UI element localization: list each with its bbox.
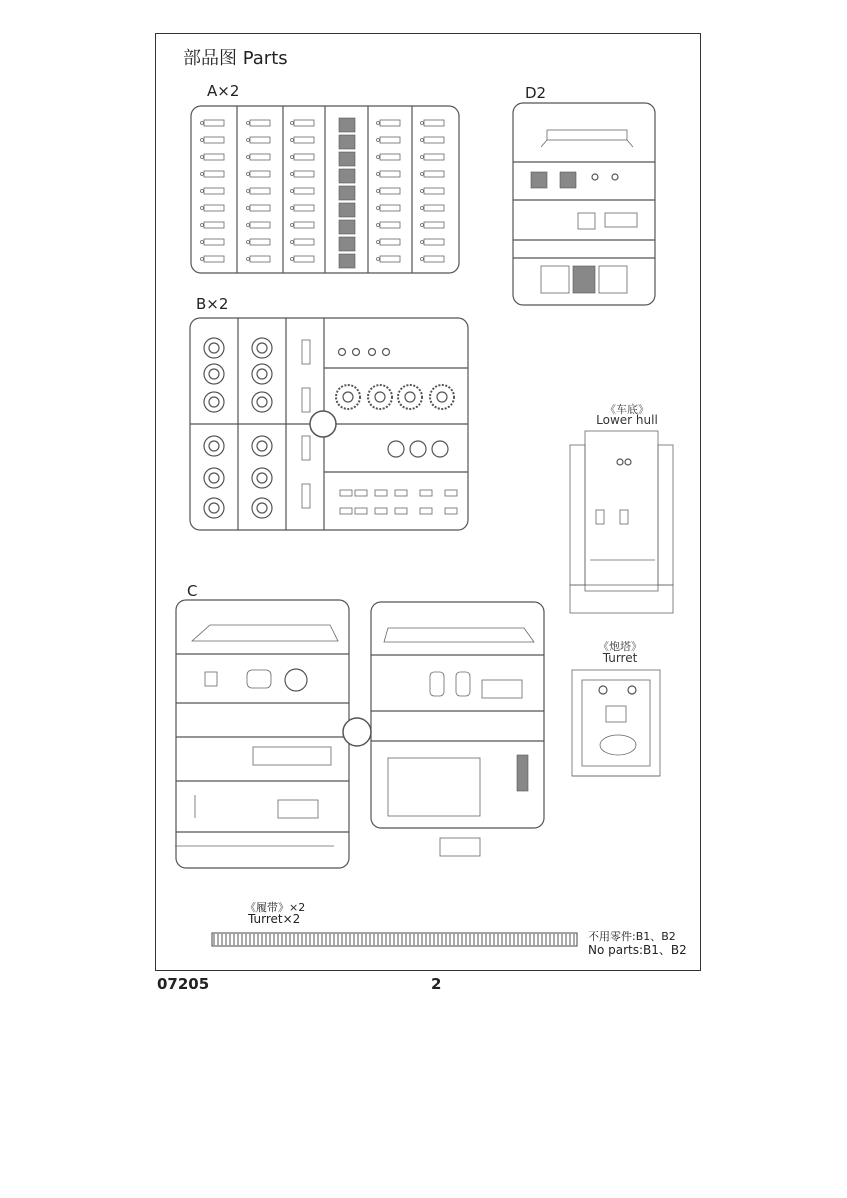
part-gate [201,207,204,210]
sprocket-hub [437,392,447,402]
part-gate [291,122,294,125]
track-strip [212,933,577,946]
small-part [369,349,376,356]
suspension-arm [302,388,310,412]
road-wheel-hub [257,503,267,513]
road-wheel [252,338,272,358]
no-parts-note-cn: 不用零件:B1、B2 [588,930,676,943]
small-part [353,349,360,356]
road-wheel [252,436,272,456]
page-title: 部品图 Parts [183,48,288,69]
small-part [383,349,390,356]
part-gate [377,241,380,244]
small-part [420,490,432,496]
small-part [424,256,444,262]
road-wheel-hub [257,369,267,379]
part-gate [291,173,294,176]
part-gate [247,156,250,159]
small-part [380,239,400,245]
track-caption-en: Turret×2 [248,912,301,926]
sprue-b-label: B×2 [196,295,229,313]
small-part [340,508,352,514]
sprue-d-label: D2 [525,84,547,102]
part-gate [201,258,204,261]
track-link-part [339,135,355,149]
small-part [424,120,444,126]
small-part [395,508,407,514]
small-part [424,239,444,245]
small-part [204,120,224,126]
road-wheel-hub [209,503,219,513]
small-part [204,256,224,262]
road-wheel-hub [257,441,267,451]
small-part [380,137,400,143]
small-part [294,256,314,262]
small-part [395,490,407,496]
small-part [424,188,444,194]
small-part [380,205,400,211]
track-link-part [339,237,355,251]
small-part [380,256,400,262]
small-part [204,222,224,228]
small-part [250,188,270,194]
part-gate [377,207,380,210]
small-part [294,171,314,177]
part-gate [377,258,380,261]
part-gate [291,241,294,244]
small-part [204,154,224,160]
part-gate [247,173,250,176]
road-wheel-hub [209,343,219,353]
small-part [424,205,444,211]
part-gate [291,139,294,142]
part-gate [421,139,424,142]
part-gate [247,224,250,227]
track-caption-cn: 《履带》×2 [245,901,306,914]
part-gate [247,139,250,142]
small-part [250,205,270,211]
turret-drawing [572,670,660,776]
sprue-b [190,318,468,530]
suspension-arm [302,436,310,460]
part-gate [421,156,424,159]
no-parts-note-en: No parts:B1、B2 [588,943,687,957]
small-part [294,205,314,211]
part-gate [377,173,380,176]
small-part [380,188,400,194]
sprocket [368,385,392,409]
small-part [204,205,224,211]
sprue-a-label: A×2 [207,82,240,100]
small-part [294,188,314,194]
part-gate [377,122,380,125]
road-wheel-hub [257,343,267,353]
idler-wheel [410,441,426,457]
small-part [355,508,367,514]
part-gate [247,122,250,125]
small-part [294,120,314,126]
part-gate [377,156,380,159]
road-wheel [204,468,224,488]
part-gate [421,190,424,193]
small-part [250,239,270,245]
track-link-part [339,169,355,183]
part-gate [201,241,204,244]
small-part [339,349,346,356]
sprue-c-right [343,602,544,856]
road-wheel-hub [209,473,219,483]
small-part [445,490,457,496]
small-part [424,222,444,228]
road-wheel-hub [209,441,219,451]
sprocket-hub [375,392,385,402]
sprue-d [513,103,655,305]
small-part [420,508,432,514]
part-gate [247,241,250,244]
small-part [380,222,400,228]
small-part [445,508,457,514]
part-gate [201,122,204,125]
lower-hull-drawing [570,431,673,613]
idler-wheel [432,441,448,457]
lower-hull-caption-en: Lower hull [596,413,658,427]
sprocket [398,385,422,409]
part-gate [201,224,204,227]
part-gate [421,122,424,125]
small-part [204,137,224,143]
part-gate [201,190,204,193]
part-gate [421,207,424,210]
sprocket [336,385,360,409]
small-part [340,490,352,496]
sprue-c-label: C [187,582,198,600]
small-part [204,188,224,194]
part-gate [291,224,294,227]
road-wheel-hub [209,397,219,407]
small-part [204,171,224,177]
track-link-part [339,203,355,217]
road-wheel-hub [209,369,219,379]
part-gate [377,190,380,193]
sprue-c-left [175,600,349,868]
track-link-part [339,254,355,268]
small-part [250,256,270,262]
road-wheel [204,436,224,456]
product-code: 07205 [157,975,210,993]
part-gate [201,156,204,159]
road-wheel [252,498,272,518]
part-gate [247,207,250,210]
part-gate [291,258,294,261]
turret-caption-en: Turret [602,651,638,665]
part-gate [377,139,380,142]
part-gate [201,139,204,142]
suspension-arm [302,484,310,508]
part-gate [201,173,204,176]
small-part [294,154,314,160]
small-part [375,490,387,496]
track-link-part [339,152,355,166]
small-part [250,154,270,160]
sprocket-hub [405,392,415,402]
small-part [380,154,400,160]
part-gate [247,258,250,261]
small-part [250,222,270,228]
road-wheel [204,392,224,412]
part-gate [291,190,294,193]
road-wheel [204,338,224,358]
small-part [424,137,444,143]
turret-caption-cn: 《炮塔》 [598,640,642,653]
part-gate [377,224,380,227]
small-part [380,171,400,177]
track-link-part [339,220,355,234]
page-number: 2 [431,975,442,993]
small-part [380,120,400,126]
small-part [250,120,270,126]
small-part [204,239,224,245]
part-gate [421,258,424,261]
small-part [375,508,387,514]
small-part [250,137,270,143]
part-gate [247,190,250,193]
small-part [250,171,270,177]
small-part [294,137,314,143]
road-wheel [204,498,224,518]
small-part [424,154,444,160]
part-gate [421,241,424,244]
idler-wheel [388,441,404,457]
road-wheel-hub [257,397,267,407]
sprue-a [191,106,459,273]
part-gate [421,224,424,227]
suspension-arm [302,340,310,364]
small-part [294,222,314,228]
small-part [424,171,444,177]
small-part [355,490,367,496]
track-link-part [339,118,355,132]
road-wheel [252,468,272,488]
part-gate [291,156,294,159]
small-part [294,239,314,245]
part-gate [421,173,424,176]
track-link-part [339,186,355,200]
road-wheel [252,364,272,384]
road-wheel [252,392,272,412]
part-gate [291,207,294,210]
lower-hull-caption-cn: 《车底》 [605,403,649,416]
sprocket-hub [343,392,353,402]
road-wheel-hub [257,473,267,483]
sprocket [430,385,454,409]
road-wheel [204,364,224,384]
